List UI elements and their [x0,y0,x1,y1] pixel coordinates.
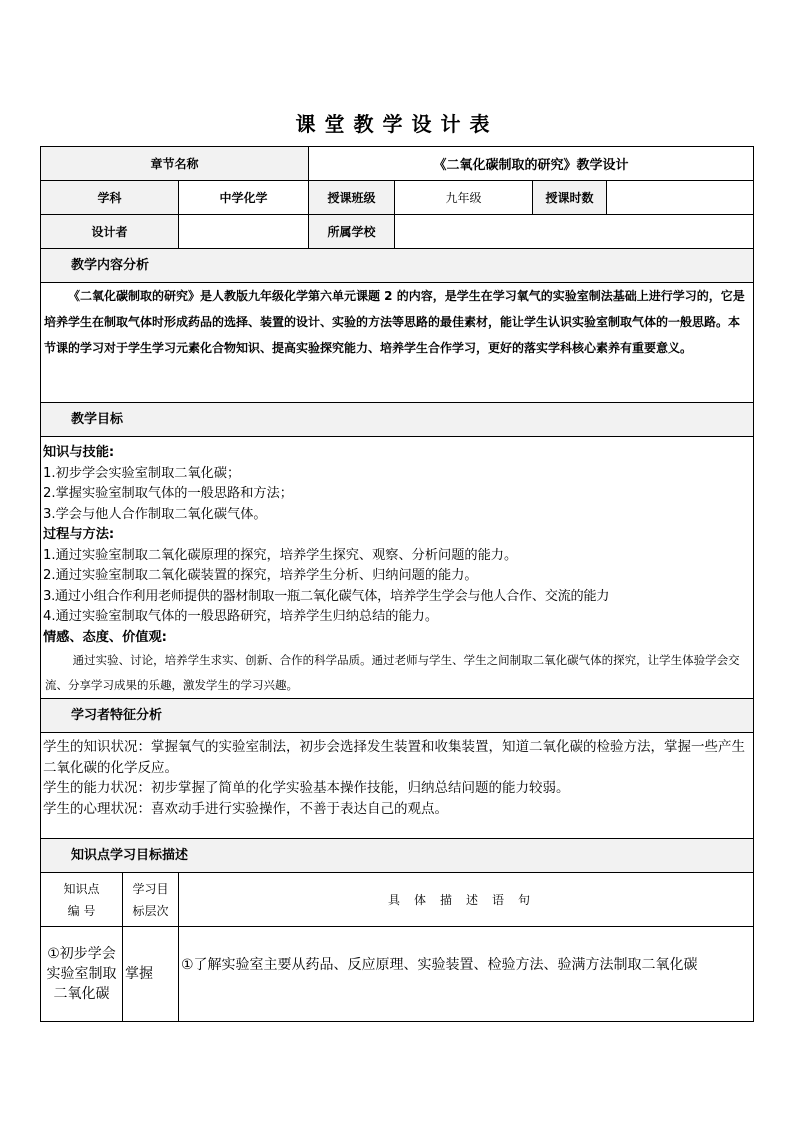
kp-row [41,927,754,1022]
page-title: 课堂教学设计表 [295,112,499,136]
learner-line: 学生的知识状况：掌握氧气的实验室制法，初步会选择发生装置和收集装置，知道二氧化碳的检验方法，掌握一些产生二氧化碳的化学反应。 [43,739,745,776]
learner-line: 学生的能力状况：初步掌握了简单的化学实验基本操作技能，归纳总结问题的能力较弱。 [43,780,570,796]
school-label: 所属学校 [309,215,395,249]
subject-row [41,181,754,215]
knowledge-item: 3.学会与他人合作制取二氧化碳气体。 [43,506,267,522]
learner-heading: 学习者特征分析 [41,699,754,733]
subject-label: 学科 [41,181,179,215]
kp-col-desc: 具体描述语句 [179,873,754,927]
kp-col-level [123,873,179,927]
designer-row [41,215,754,249]
content-text-row [41,283,754,403]
learner-heading-row [41,699,754,733]
class-value: 九年级 [395,181,533,215]
school-value [395,215,754,249]
class-label: 授课班级 [309,181,395,215]
process-item: 4.通过实验室制取气体的一般思路研究，培养学生归纳总结的能力。 [43,609,439,624]
knowledge-item: 1.初步学会实验室制取二氧化碳； [43,465,241,481]
process-item: 3.通过小组合作利用老师提供的器材制取一瓶二氧化碳气体，培养学生学会与他人合作、交流的能力 [43,588,610,604]
kp-heading-row [41,839,754,873]
kp-description: ①了解实验室主要从药品、反应原理、实验装置、检验方法、验满方法制取二氧化碳 [179,927,754,1022]
process-title: 过程与方法: [43,527,115,542]
kp-header-row [41,873,754,927]
emotion-title: 情感、态度、价值观: [43,629,167,645]
objectives-body-row [41,437,754,699]
chapter-row [41,147,754,181]
process-item: 2.通过实验室制取二氧化碳装置的探究，培养学生分析、归纳问题的能力。 [43,568,478,583]
process-item: 1.通过实验室制取二氧化碳原理的探究，培养学生探究、观察、分析问题的能力。 [43,547,518,563]
subject-value: 中学化学 [179,181,309,215]
design-table [40,146,754,1022]
kp-col-number-l2: 编 号 [67,903,96,918]
emotion-text: 通过实验、讨论，培养学生求实、创新、合作的科学品质。通过老师与学生、学生之间制取二氧化碳气体的探究，让学生体验学会交流、分享学习成果的乐趣，激发学生的学习兴趣。 [45,653,740,692]
kp-col-number-l1: 知识点 [63,881,100,896]
objectives-heading: 教学目标 [41,403,754,437]
content-heading: 教学内容分析 [41,249,754,283]
kp-number: ①初步学会实验室制取二氧化碳 [41,927,123,1022]
kp-col-level-l2: 标层次 [132,903,169,918]
chapter-label: 章节名称 [41,147,309,181]
hours-value [607,181,754,215]
learner-line: 学生的心理状况：喜欢动手进行实验操作，不善于表达自己的观点。 [43,800,448,817]
designer-label: 设计者 [41,215,179,249]
knowledge-title: 知识与技能: [43,445,115,460]
objectives-body [41,437,754,699]
kp-col-number [41,873,123,927]
content-text: 《二氧化碳制取的研究》是人教版九年级化学第六单元课题 2 的内容，是学生在学习氧气的实验室制法基础上进行学习的，它是培养学生在制取气体时形成药品的选择、装置的设计、实验的方法等思路的最佳素材，能让学生认识实验室制取气体的一般思路。本节课的学习对于学生学习元素化合物知识、提高实验探究能力、培养学生合作学习，更好的落实学科核心素养有重要意义。 [41,283,754,403]
knowledge-item: 2.掌握实验室制取气体的一般思路和方法； [43,486,293,501]
kp-level: 掌握 [123,927,179,1022]
learner-body-row [41,733,754,839]
kp-heading: 知识点学习目标描述 [41,839,754,873]
designer-value [179,215,309,249]
chapter-value: 《二氧化碳制取的研究》教学设计 [309,147,754,181]
content-heading-row [41,249,754,283]
kp-col-level-l1: 学习目 [132,881,169,896]
learner-body [41,733,754,839]
hours-label: 授课时数 [533,181,607,215]
objectives-heading-row [41,403,754,437]
